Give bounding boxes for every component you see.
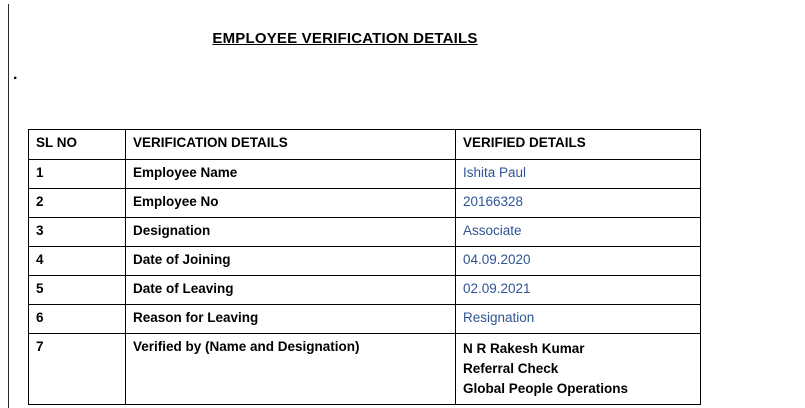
table-row-verified-by — [29, 334, 701, 405]
table-header-row — [29, 130, 701, 160]
row-value: Resignation — [456, 305, 701, 334]
row-sl-no: 2 — [29, 189, 126, 218]
table-row-employee-no — [29, 189, 701, 218]
table-row-employee-name — [29, 160, 701, 189]
row-value: 04.09.2020 — [456, 247, 701, 276]
verifier-role: Referral Check — [463, 361, 559, 376]
verifier-name: N R Rakesh Kumar — [463, 341, 585, 356]
row-sl-no: 1 — [29, 160, 126, 189]
row-value-verifier — [456, 334, 701, 405]
stray-period: . — [13, 66, 18, 83]
row-label: Date of Leaving — [126, 276, 456, 305]
page-title: EMPLOYEE VERIFICATION DETAILS — [212, 30, 478, 47]
row-sl-no: 4 — [29, 247, 126, 276]
table-row-date-of-joining — [29, 247, 701, 276]
table-row-date-of-leaving — [29, 276, 701, 305]
row-value: Associate — [456, 218, 701, 247]
row-sl-no: 7 — [29, 334, 126, 405]
row-label: Employee No — [126, 189, 456, 218]
row-label: Designation — [126, 218, 456, 247]
verification-table — [28, 129, 701, 405]
row-label: Verified by (Name and Designation) — [126, 334, 456, 405]
verifier-department: Global People Operations — [463, 381, 629, 396]
row-value: Ishita Paul — [456, 160, 701, 189]
row-sl-no: 3 — [29, 218, 126, 247]
row-sl-no: 5 — [29, 276, 126, 305]
row-label: Date of Joining — [126, 247, 456, 276]
row-value: 20166328 — [456, 189, 701, 218]
row-label: Reason for Leaving — [126, 305, 456, 334]
col-header-verified-details: VERIFIED DETAILS — [456, 130, 701, 160]
row-label: Employee Name — [126, 160, 456, 189]
table-row-reason-for-leaving — [29, 305, 701, 334]
row-sl-no: 6 — [29, 305, 126, 334]
col-header-sl-no: SL NO — [29, 130, 126, 160]
table-row-designation — [29, 218, 701, 247]
page-left-border — [8, 4, 9, 408]
col-header-verification-details: VERIFICATION DETAILS — [126, 130, 456, 160]
row-value: 02.09.2021 — [456, 276, 701, 305]
